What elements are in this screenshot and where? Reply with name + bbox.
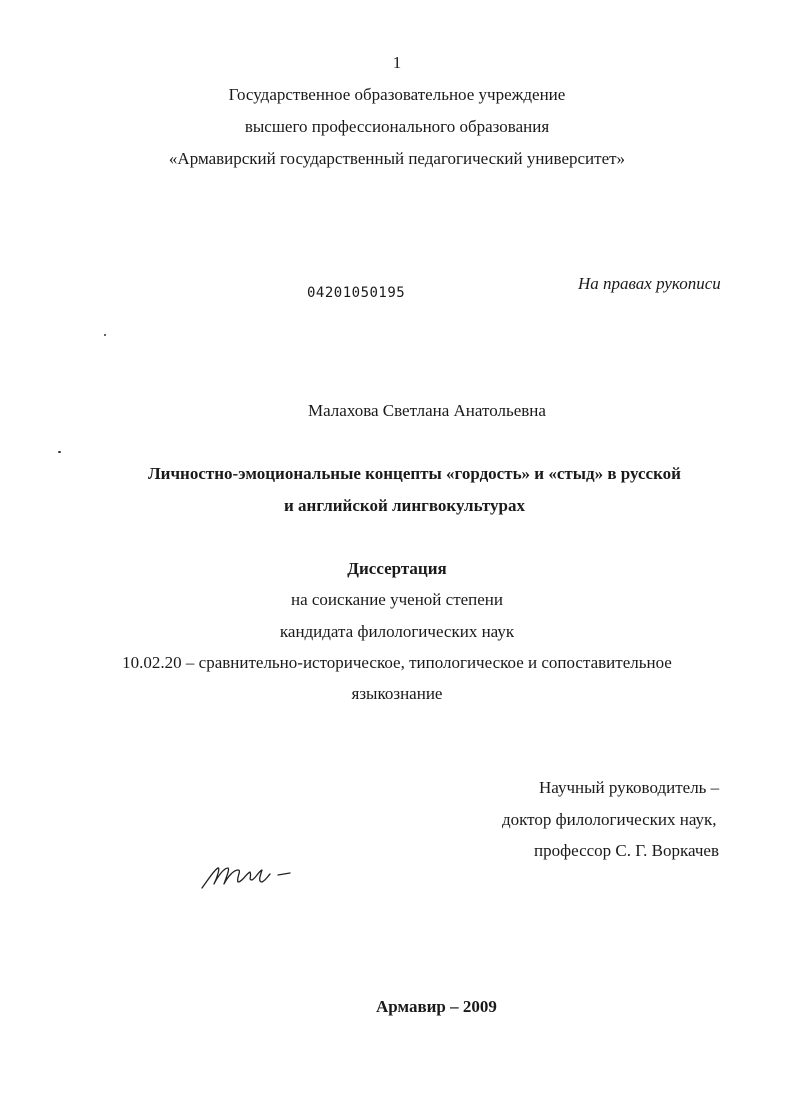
page-number: 1	[392, 53, 402, 72]
work-type-heading: Диссертация	[347, 559, 447, 578]
specialty-line: 10.02.20 – сравнительно-историческое, типологическое и сопоставительное	[122, 653, 672, 672]
scan-speck	[104, 334, 106, 336]
supervisor-degree: доктор филологических наук,	[502, 810, 717, 829]
institution-line-2: высшего профессионального образования	[244, 117, 550, 136]
institution-line-1: Государственное образовательное учреждение	[228, 85, 566, 104]
city-year-footer: Армавир – 2009	[376, 997, 497, 1016]
specialty-line-continued: языкознание	[351, 684, 443, 703]
author-name: Малахова Светлана Анатольевна	[308, 401, 546, 420]
degree-line-2: кандидата филологических наук	[279, 622, 515, 641]
dissertation-title-line-1: Личностно-эмоциональные концепты «гордость» и «стыд» в русской	[148, 464, 681, 483]
registration-number: 04201050195	[307, 285, 406, 301]
supervisor-name: профессор С. Г. Воркачев	[534, 841, 719, 860]
institution-line-3: «Армавирский государственный педагогический университет»	[168, 149, 626, 168]
scan-speck	[58, 451, 61, 453]
degree-line-1: на соискание ученой степени	[290, 590, 504, 609]
signature-icon	[198, 858, 298, 894]
manuscript-rights-label: На правах рукописи	[578, 274, 721, 293]
supervisor-label: Научный руководитель –	[539, 778, 720, 797]
dissertation-title-line-2: и английской лингвокультурах	[284, 496, 525, 515]
